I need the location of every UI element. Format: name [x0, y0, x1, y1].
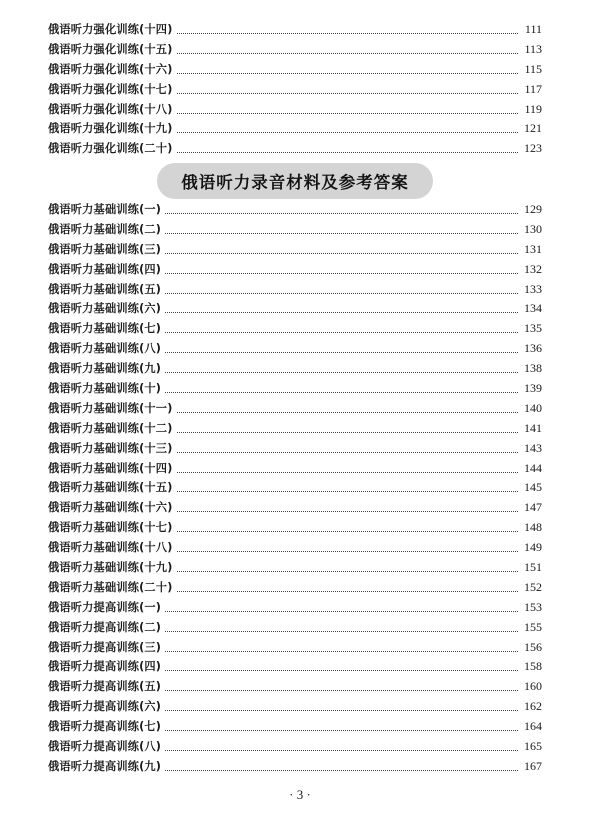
- toc-entry-title: 俄语听力基础训练(八): [48, 342, 162, 356]
- toc-entry: [48, 319, 542, 339]
- toc-entry-title: 俄语听力提高训练(五): [48, 680, 162, 694]
- toc-entry-title: 俄语听力提高训练(四): [48, 660, 162, 674]
- toc-entry-page: 148: [524, 520, 542, 535]
- toc-entry-page: 162: [524, 699, 542, 714]
- toc-entry-title: 俄语听力基础训练(二): [48, 222, 162, 236]
- toc-entry: [48, 40, 542, 60]
- toc-entry-title: 俄语听力强化训练(十六): [48, 62, 173, 76]
- toc-entry: [48, 439, 542, 459]
- dot-leader: [165, 371, 518, 373]
- dot-leader: [177, 52, 518, 54]
- toc-entry: [48, 359, 542, 379]
- toc-entry-page: 134: [524, 301, 542, 316]
- toc-entry-page: 130: [524, 221, 542, 236]
- dot-leader: [177, 471, 518, 473]
- dot-leader: [165, 669, 518, 671]
- toc-entry-page: 132: [524, 261, 542, 276]
- toc-entry-page: 133: [524, 281, 542, 296]
- toc-entry: [48, 638, 542, 658]
- toc-list-top: [48, 20, 542, 159]
- dot-leader: [165, 272, 518, 274]
- toc-entry-page: 149: [524, 540, 542, 555]
- toc-entry-page: 144: [524, 460, 542, 475]
- toc-entry: [48, 498, 542, 518]
- toc-entry-title: 俄语听力强化训练(十五): [48, 42, 173, 56]
- dot-leader: [165, 351, 518, 353]
- dot-leader: [165, 749, 518, 751]
- toc-entry-page: 113: [524, 41, 542, 56]
- dot-leader: [165, 769, 518, 771]
- toc-entry-title: 俄语听力基础训练(十三): [48, 441, 173, 455]
- toc-entry-page: 151: [524, 560, 542, 575]
- toc-entry: [48, 220, 542, 240]
- toc-entry-page: 135: [524, 321, 542, 336]
- dot-leader: [177, 32, 518, 34]
- toc-entry-title: 俄语听力基础训练(十二): [48, 421, 173, 435]
- toc-entry-page: 156: [524, 639, 542, 654]
- toc-entry-title: 俄语听力强化训练(十七): [48, 82, 173, 96]
- toc-entry: [48, 379, 542, 399]
- toc-entry-title: 俄语听力基础训练(四): [48, 262, 162, 276]
- toc-entry: [48, 538, 542, 558]
- toc-entry-page: 139: [524, 381, 542, 396]
- dot-leader: [165, 630, 518, 632]
- dot-leader: [165, 252, 518, 254]
- dot-leader: [177, 530, 518, 532]
- toc-entry-page: 111: [524, 22, 542, 36]
- toc-entry: [48, 60, 542, 80]
- toc-entry-page: 167: [524, 758, 542, 773]
- toc-entry-title: 俄语听力提高训练(八): [48, 740, 162, 754]
- dot-leader: [165, 650, 518, 652]
- toc-entry: [48, 200, 542, 220]
- toc-entry: [48, 518, 542, 538]
- dot-leader: [165, 232, 518, 234]
- toc-entry-page: 131: [524, 241, 542, 256]
- toc-entry-page: 117: [524, 81, 542, 96]
- toc-entry-page: 141: [524, 420, 542, 435]
- dot-leader: [165, 292, 518, 294]
- toc-entry: [48, 737, 542, 757]
- toc-entry-title: 俄语听力基础训练(十六): [48, 501, 173, 515]
- dot-leader: [177, 411, 518, 413]
- toc-entry-title: 俄语听力提高训练(三): [48, 640, 162, 654]
- dot-leader: [177, 490, 518, 492]
- toc-entry-title: 俄语听力强化训练(十九): [48, 122, 173, 136]
- toc-entry: [48, 139, 542, 159]
- toc-entry-title: 俄语听力提高训练(一): [48, 600, 162, 614]
- toc-entry-page: 160: [524, 679, 542, 694]
- toc-entry-page: 158: [524, 659, 542, 674]
- toc-entry: [48, 618, 542, 638]
- toc-entry: [48, 459, 542, 479]
- toc-entry-page: 152: [524, 579, 542, 594]
- toc-entry-page: 129: [524, 202, 542, 216]
- dot-leader: [177, 550, 518, 552]
- dot-leader: [177, 451, 518, 453]
- dot-leader: [165, 610, 518, 612]
- toc-entry-title: 俄语听力提高训练(二): [48, 620, 162, 634]
- dot-leader: [177, 431, 518, 433]
- dot-leader: [177, 131, 518, 133]
- dot-leader: [165, 391, 518, 393]
- toc-entry-title: 俄语听力提高训练(七): [48, 720, 162, 734]
- toc-entry-title: 俄语听力基础训练(九): [48, 362, 162, 376]
- dot-leader: [177, 570, 518, 572]
- toc-entry-page: 164: [524, 719, 542, 734]
- toc-entry-page: 153: [524, 599, 542, 614]
- dot-leader: [177, 510, 518, 512]
- toc-entry-title: 俄语听力提高训练(六): [48, 700, 162, 714]
- toc-entry-title: 俄语听力强化训练(十八): [48, 102, 173, 116]
- toc-entry-page: 121: [524, 121, 542, 136]
- toc-entry-page: 143: [524, 440, 542, 455]
- toc-entry-title: 俄语听力基础训练(十四): [48, 461, 173, 475]
- page-number: · 3 ·: [289, 787, 311, 802]
- toc-entry: [48, 119, 542, 139]
- toc-entry: [48, 20, 542, 40]
- toc-entry: [48, 339, 542, 359]
- toc-entry: [48, 757, 542, 777]
- toc-entry-title: 俄语听力基础训练(十九): [48, 561, 173, 575]
- toc-entry-title: 俄语听力基础训练(十八): [48, 541, 173, 555]
- toc-entry-title: 俄语听力强化训练(二十): [48, 142, 173, 156]
- toc-entry: [48, 419, 542, 439]
- dot-leader: [177, 151, 518, 153]
- toc-entry-page: 136: [524, 341, 542, 356]
- toc-entry-page: 140: [524, 400, 542, 415]
- toc-entry-page: 145: [524, 480, 542, 495]
- toc-entry: [48, 578, 542, 598]
- toc-entry-title: 俄语听力基础训练(五): [48, 282, 162, 296]
- dot-leader: [177, 72, 518, 74]
- toc-entry: [48, 558, 542, 578]
- toc-entry: [48, 478, 542, 498]
- dot-leader: [165, 709, 518, 711]
- toc-entry: [48, 697, 542, 717]
- toc-entry: [48, 598, 542, 618]
- toc-entry: [48, 657, 542, 677]
- dot-leader: [165, 311, 518, 313]
- toc-entry: [48, 280, 542, 300]
- dot-leader: [165, 689, 518, 691]
- toc-entry-title: 俄语听力基础训练(六): [48, 302, 162, 316]
- toc-entry-page: 119: [524, 101, 542, 116]
- toc-entry-page: 155: [524, 619, 542, 634]
- dot-leader: [165, 212, 518, 214]
- toc-entry-page: 138: [524, 361, 542, 376]
- toc-list-bottom: [48, 200, 542, 777]
- toc-entry-title: 俄语听力基础训练(十): [48, 382, 162, 396]
- section-heading: 俄语听力录音材料及参考答案: [157, 163, 433, 199]
- toc-entry: [48, 80, 542, 100]
- toc-entry-title: 俄语听力强化训练(十四): [48, 23, 173, 36]
- toc-entry-title: 俄语听力基础训练(七): [48, 322, 162, 336]
- toc-entry: [48, 399, 542, 419]
- dot-leader: [177, 92, 518, 94]
- dot-leader: [177, 112, 518, 114]
- toc-entry: [48, 677, 542, 697]
- toc-entry: [48, 100, 542, 120]
- dot-leader: [165, 331, 518, 333]
- toc-entry-page: 147: [524, 500, 542, 515]
- toc-entry: [48, 717, 542, 737]
- dot-leader: [177, 590, 518, 592]
- toc-entry-title: 俄语听力基础训练(十五): [48, 481, 173, 495]
- toc-entry: [48, 299, 542, 319]
- toc-entry-page: 165: [524, 739, 542, 754]
- toc-entry-title: 俄语听力提高训练(九): [48, 759, 162, 773]
- toc-entry: [48, 240, 542, 260]
- dot-leader: [165, 729, 518, 731]
- toc-entry-page: 123: [524, 141, 542, 156]
- toc-entry: [48, 260, 542, 280]
- toc-entry-title: 俄语听力基础训练(十一): [48, 401, 173, 415]
- toc-entry-title: 俄语听力基础训练(二十): [48, 580, 173, 594]
- toc-entry-title: 俄语听力基础训练(十七): [48, 521, 173, 535]
- toc-entry-page: 115: [524, 61, 542, 76]
- toc-entry-title: 俄语听力基础训练(一): [48, 203, 162, 216]
- toc-entry-title: 俄语听力基础训练(三): [48, 242, 162, 256]
